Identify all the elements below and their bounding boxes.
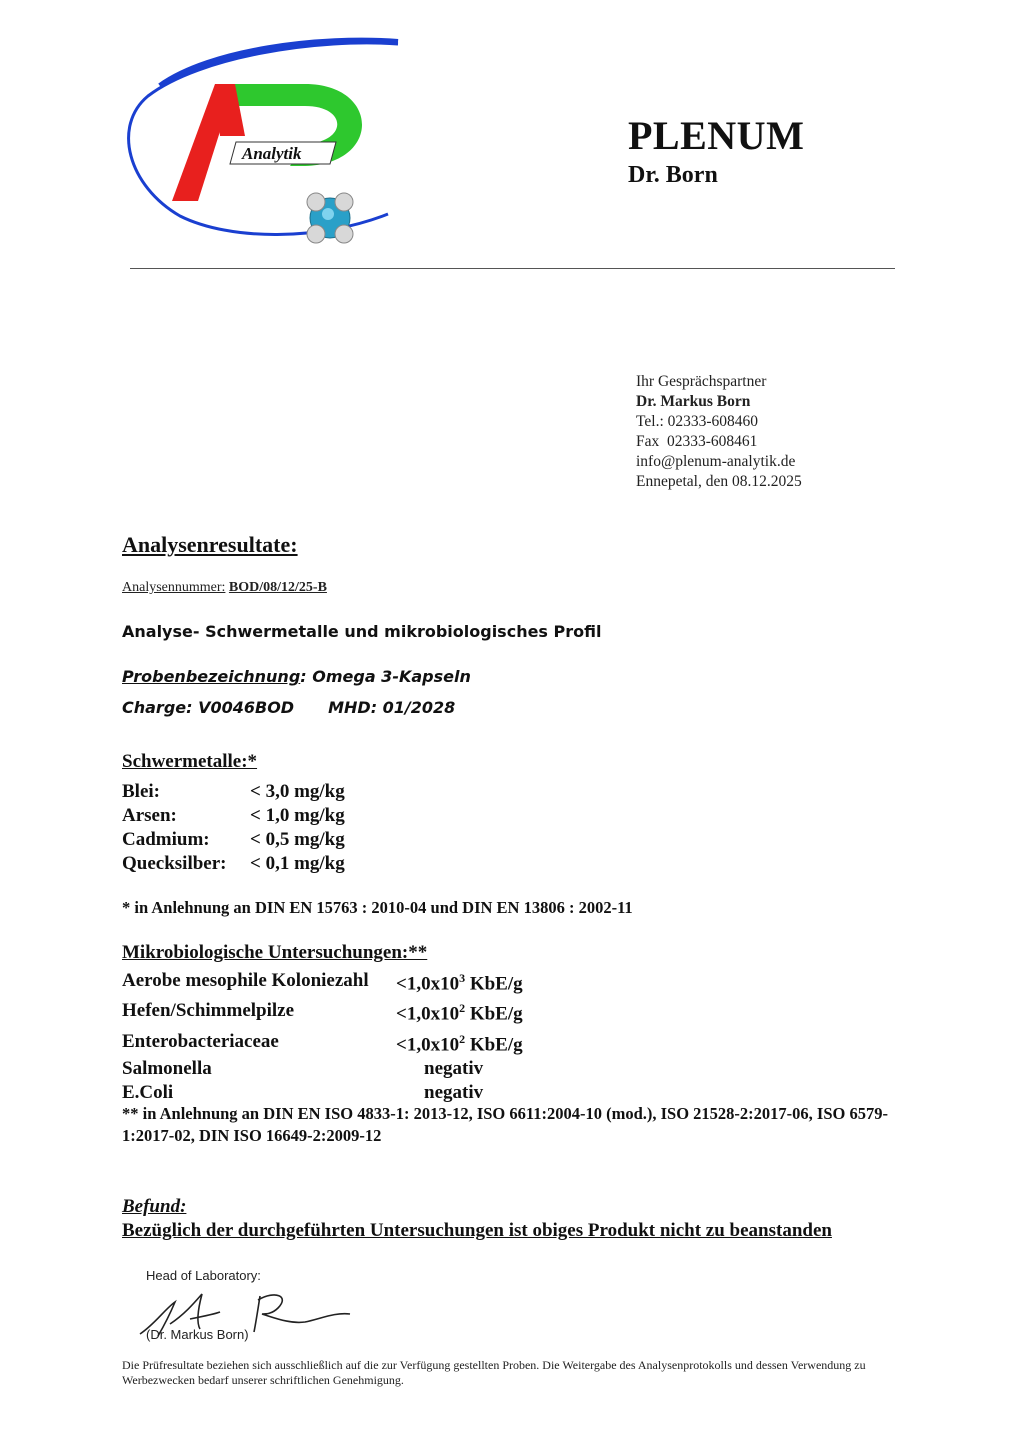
micro-value-exp: 2 — [459, 1001, 466, 1016]
header-divider — [130, 268, 895, 269]
mhd-value: MHD: 01/2028 — [328, 698, 456, 717]
contact-block — [636, 372, 802, 492]
contact-date: Ennepetal, den 08.12.2025 — [636, 473, 802, 490]
analysis-title: Analyse- Schwermetalle und mikrobiologisches Profil — [122, 622, 602, 641]
microbiology-heading: Mikrobiologische Untersuchungen:** — [122, 942, 428, 963]
charge-value: Charge: V0046BOD — [122, 698, 295, 717]
footer-disclaimer: Die Prüfresultate beziehen sich ausschließlich auf die zur Verfügung gestellten Proben. Die Weitergabe des Analysenprotokolls und dessen Verwendung zu Werbezwecken bedarf unserer schriftlichen Genehmigung. — [122, 1358, 866, 1387]
table-row — [122, 1027, 523, 1057]
sample-designation — [122, 667, 471, 686]
contact-phone: Tel.: 02333-608460 — [636, 413, 759, 430]
table-row — [122, 804, 345, 828]
micro-value-base: <1,0x10 — [396, 1033, 460, 1055]
metal-name: Arsen: — [122, 805, 177, 826]
logo-label: Analytik — [242, 144, 302, 163]
metal-value: < 1,0 mg/kg — [250, 805, 345, 826]
table-row — [122, 852, 345, 876]
befund-text: Bezüglich der durchgeführten Untersuchungen ist obiges Produkt nicht zu beanstanden — [122, 1220, 832, 1241]
table-row — [122, 1081, 523, 1105]
micro-value: negativ — [424, 1057, 484, 1079]
analysis-number-label: Analysennummer: — [122, 580, 226, 595]
micro-value-unit: KbE/g — [465, 1033, 523, 1055]
heavy-metals-heading: Schwermetalle:* — [122, 751, 258, 772]
microbiology-note: ** in Anlehnung an DIN EN ISO 4833-1: 2013-12, ISO 6611:2004-10 (mod.), ISO 21528-2:2017-06, ISO 6579-1:2017-02, DIN ISO 16649-2:2009-12 — [122, 1104, 888, 1145]
micro-value — [396, 1027, 523, 1057]
heavy-metals-note: * in Anlehnung an DIN EN 15763 : 2010-04 und DIN EN 13806 : 2002-11 — [122, 898, 633, 917]
metal-name: Quecksilber: — [122, 853, 227, 874]
metal-value: < 0,5 mg/kg — [250, 829, 345, 850]
sample-value: : Omega 3-Kapseln — [300, 667, 471, 686]
micro-value-base: <1,0x10 — [396, 973, 460, 995]
micro-value: negativ — [424, 1081, 484, 1103]
metal-value: < 0,1 mg/kg — [250, 853, 345, 874]
micro-value-unit: KbE/g — [465, 973, 523, 995]
head-of-laboratory-label: Head of Laboratory: — [146, 1268, 261, 1283]
analysis-number — [122, 580, 327, 596]
contact-fax: Fax 02333-608461 — [636, 433, 758, 450]
metal-name: Cadmium: — [122, 829, 210, 850]
micro-value — [396, 966, 523, 996]
micro-value — [396, 996, 523, 1026]
plenum-analytik-logo — [120, 36, 420, 261]
table-row — [122, 966, 523, 996]
befund-heading: Befund: — [122, 1196, 187, 1217]
contact-label: Ihr Gesprächspartner — [636, 373, 767, 390]
micro-value-exp: 2 — [459, 1031, 466, 1046]
sample-label: Probenbezeichnung — [122, 667, 301, 686]
table-row — [122, 996, 523, 1026]
micro-name: Hefen/Schimmelpilze — [122, 1000, 295, 1022]
table-row — [122, 828, 345, 852]
micro-value-base: <1,0x10 — [396, 1003, 460, 1025]
micro-name: Salmonella — [122, 1057, 212, 1079]
micro-name: E.Coli — [122, 1081, 174, 1103]
contact-email: info@plenum-analytik.de — [636, 453, 796, 470]
micro-name: Aerobe mesophile Koloniezahl — [122, 970, 369, 992]
signer-name: (Dr. Markus Born) — [146, 1327, 249, 1342]
metal-name: Blei: — [122, 781, 160, 802]
metal-value: < 3,0 mg/kg — [250, 781, 345, 802]
table-row — [122, 780, 345, 804]
contact-person: Dr. Markus Born — [636, 393, 751, 410]
microbiology-table — [122, 966, 523, 1105]
micro-value-exp: 3 — [459, 971, 466, 985]
brand-name: PLENUM — [628, 113, 805, 158]
heavy-metals-table — [122, 780, 345, 876]
charge-line — [122, 698, 455, 717]
results-heading: Analysenresultate: — [122, 532, 298, 557]
analysis-number-value: BOD/08/12/25-B — [228, 580, 327, 595]
micro-name: Enterobacteriaceae — [122, 1030, 279, 1052]
table-row — [122, 1057, 523, 1081]
brand-subtitle: Dr. Born — [628, 162, 718, 188]
micro-value-unit: KbE/g — [465, 1003, 523, 1025]
